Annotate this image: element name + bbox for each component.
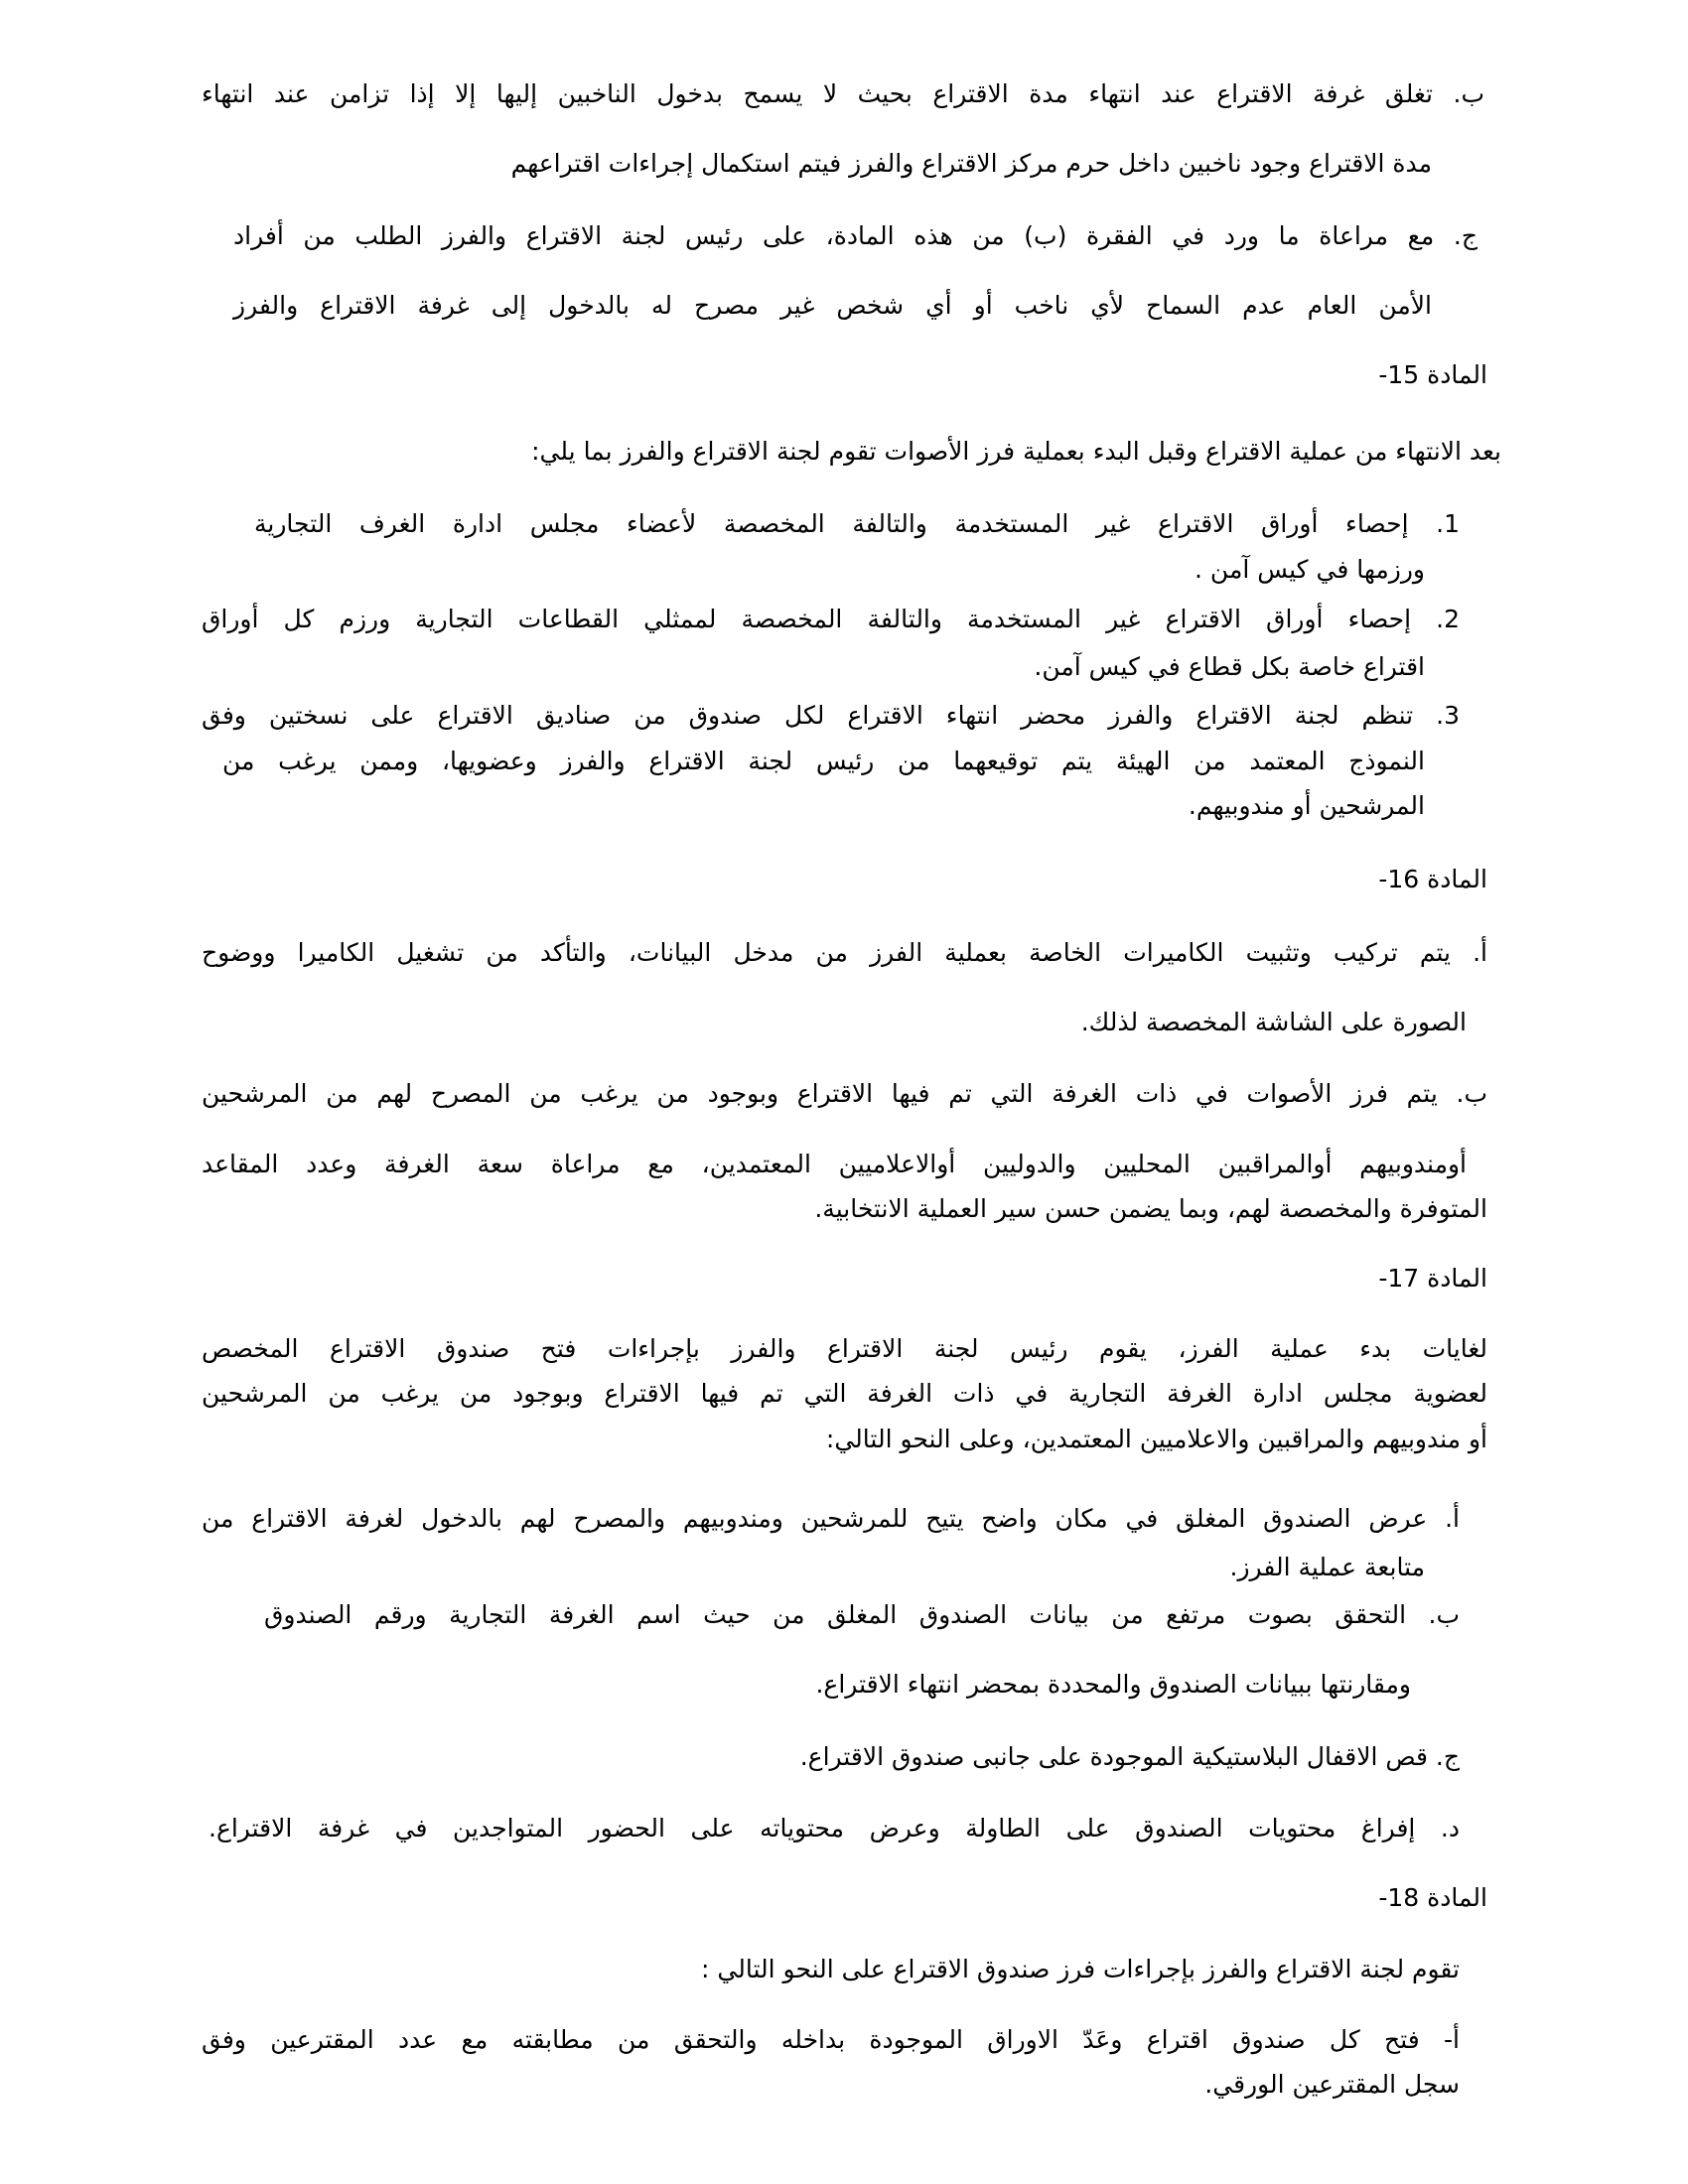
article15-item-1-cont: ورزمها في كيس آمن .	[1195, 555, 1425, 584]
article14-clause-c-cont: الأمن العام عدم السماح لأي ناخب أو أي شخص غير مصرح له بالدخول إلى غرفة الاقتراع والفرز	[233, 291, 1432, 320]
article17-clause-a-cont: متابعة عملية الفرز.	[1229, 1553, 1425, 1581]
article17-intro: لغايات بدء عملية الفرز، يقوم رئيس لجنة الاقتراع والفرز بإجراءات فتح صندوق الاقتراع المخصص	[202, 1334, 1487, 1363]
article17-clause-a: أ. عرض الصندوق المغلق في مكان واضح يتيح للمرشحين ومندوبيهم والمصرح لهم بالدخول لغرفة الاقتراع من	[202, 1504, 1460, 1533]
article15-heading: المادة 15-	[1378, 360, 1487, 389]
article16-clause-b: ب. يتم فرز الأصوات في ذات الغرفة التي تم فيها الاقتراع وبوجود من يرغب من المصرح لهم من المرشحين	[202, 1079, 1487, 1108]
article15-item-2-cont: اقتراع خاصة بكل قطاع في كيس آمن.	[1034, 652, 1425, 681]
article18-intro: تقوم لجنة الاقتراع والفرز بإجراءات فرز صندوق الاقتراع على النحو التالي :	[701, 1955, 1460, 1983]
article18-heading: المادة 18-	[1378, 1883, 1487, 1912]
article15-item-3-cont2: المرشحين أو مندوبيهم.	[1188, 791, 1425, 820]
article16-clause-a-cont: الصورة على الشاشة المخصصة لذلك.	[1080, 1008, 1467, 1036]
article16-heading: المادة 16-	[1378, 865, 1487, 893]
article15-item-2: 2. إحصاء أوراق الاقتراع غير المستخدمة والتالفة المخصصة لممثلي القطاعات التجارية ورزم كل أوراق	[202, 605, 1460, 633]
article17-intro-cont2: أو مندوبيهم والمراقبين والاعلاميين المعتمدين، وعلى النحو التالي:	[825, 1425, 1487, 1453]
article15-intro: بعد الانتهاء من عملية الاقتراع وقبل البدء بعملية فرز الأصوات تقوم لجنة الاقتراع والفرز بما يلي:	[531, 437, 1501, 466]
article16-clause-b-cont: أومندوبيهم أوالمراقبين المحليين والدوليين أوالاعلاميين المعتمدين، مع مراعاة سعة الغرفة وعدد المقاعد	[202, 1150, 1467, 1178]
article17-intro-cont: لعضوية مجلس ادارة الغرفة التجارية في ذات الغرفة التي تم فيها الاقتراع وبوجود من يرغب من المرشحين	[202, 1379, 1487, 1408]
article17-clause-b-cont: ومقارنتها ببيانات الصندوق والمحددة بمحضر انتهاء الاقتراع.	[815, 1670, 1411, 1699]
article17-heading: المادة 17-	[1378, 1264, 1487, 1293]
article15-item-3-cont: النموذج المعتمد من الهيئة يتم توقيعهما من رئيس لجنة الاقتراع والفرز وعضويها، وممن يرغب من	[222, 747, 1425, 775]
article14-clause-b-cont: مدة الاقتراع وجود ناخبين داخل حرم مركز الاقتراع والفرز فيتم استكمال إجراءات اقتراعهم	[510, 149, 1432, 178]
article14-clause-c: ج. مع مراعاة ما ورد في الفقرة (ب) من هذه المادة، على رئيس لجنة الاقتراع والفرز الطلب من أفراد	[233, 221, 1477, 250]
article17-clause-c: ج. قص الاقفال البلاستيكية الموجودة على جانبى صندوق الاقتراع.	[799, 1742, 1460, 1771]
article17-clause-b: ب. التحقق بصوت مرتفع من بيانات الصندوق المغلق من حيث اسم الغرفة التجارية ورقم الصندوق	[264, 1600, 1460, 1629]
article14-clause-b: ب. تغلق غرفة الاقتراع عند انتهاء مدة الاقتراع بحيث لا يسمح بدخول الناخبين إليها إلا إذا تزامن عند انتهاء	[202, 79, 1484, 108]
article18-clause-a: أ- فتح كل صندوق اقتراع وعَدّ الاوراق الموجودة بداخله والتحقق من مطابقته مع عدد المقترعين وفق	[202, 2025, 1460, 2054]
article15-item-1: 1. إحصاء أوراق الاقتراع غير المستخدمة والتالفة المخصصة لأعضاء مجلس ادارة الغرف التجارية	[254, 509, 1460, 538]
article15-item-3: 3. تنظم لجنة الاقتراع والفرز محضر انتهاء الاقتراع لكل صندوق من صناديق الاقتراع على نسختين وفق	[202, 701, 1460, 730]
article16-clause-b-cont2: المتوفرة والمخصصة لهم، وبما يضمن حسن سير العملية الانتخابية.	[814, 1194, 1487, 1223]
article17-clause-d: د. إفراغ محتويات الصندوق على الطاولة وعرض محتوياته على الحضور المتواجدين في غرفة الاقتراع.	[209, 1814, 1460, 1843]
article16-clause-a: أ. يتم تركيب وتثبيت الكاميرات الخاصة بعملية الفرز من مدخل البيانات، والتأكد من تشغيل الكاميرا ووضوح	[202, 938, 1487, 967]
article18-clause-a-cont: سجل المقترعين الورقي.	[1204, 2070, 1460, 2099]
